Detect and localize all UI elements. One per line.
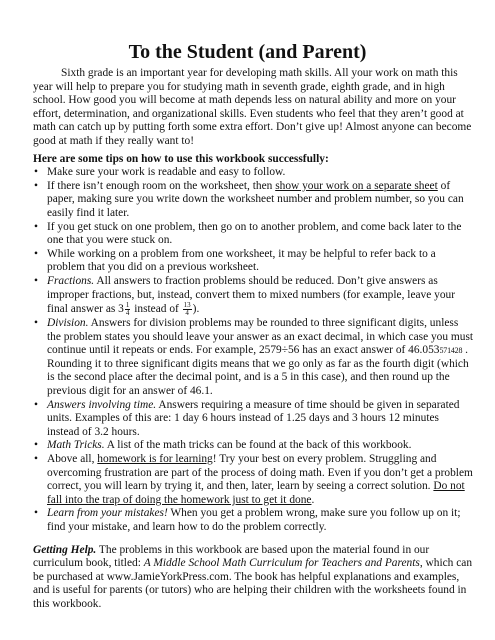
list-item: • Make sure your work is readable and easy to follow. xyxy=(33,166,474,180)
tip-label-fractions: Fractions. xyxy=(47,274,95,287)
list-item: • While working on a problem from one worksheet, it may be helpful to refer back to a problem that you did on a previous worksheet. xyxy=(33,248,474,275)
list-item: • Fractions. All answers to fraction problems should be reduced. Don’t give answers as improper fractions, but, instead, convert them to mixed numbers (for example, leave your final answer as 3 $\frac{1}{4}$ instead of $\frac{13}{4}$ ). xyxy=(33,275,474,317)
tips-heading: Here are some tips on how to use this workbook successfully: xyxy=(33,152,329,165)
getting-help-paragraph: Getting Help. The problems in this workbook are based upon the material found in our curriculum book, titled: A Middle School Math Curriculum for Teachers and Parents, which can be purchased at www.JamieYorkPress.com. The book has helpful explanations and examples, and is useful for parents (or tutors) who are helping their children with the worksheets found in this workbook. xyxy=(33,543,473,610)
intro-paragraph: Sixth grade is an important year for developing math skills. All your work on math this year will help to prepare you for studying math in seventh grade, eighth grade, and in high school. How good you will become at math depends less on natural ability and more on your effort, determination, and organizational skills. Even students who feel that they aren’t good at math can catch up by putting forth some extra effort. Don’t give up! Almost anyone can become good at math if they really want to! xyxy=(33,67,472,147)
underlined-text: show your work on a separate sheet xyxy=(275,179,438,192)
tip-label-division: Division. xyxy=(47,317,89,330)
list-item: • If there isn’t enough room on the worksheet, then show your work on a separate sheet of paper, making sure you write down the worksheet number and problem number, so you can easily find it later. xyxy=(33,180,474,221)
getting-help-label: Getting Help. xyxy=(33,543,97,556)
tip-label-mistakes: Learn from your mistakes! xyxy=(47,507,168,520)
fraction: $\frac{1}{4}$ xyxy=(125,301,130,318)
underlined-text: homework is for learning xyxy=(97,453,213,466)
page-body xyxy=(33,67,474,612)
repeating-digits: 571428 xyxy=(439,346,463,356)
list-item: • Answers involving time. Answers requiring a measure of time should be given in separated units. Examples of this are: 1 day 6 hours instead of 1.25 days and 3 hours 12 minutes instead of 3.2 hours. xyxy=(33,399,474,440)
book-title: A Middle School Math Curriculum for Teachers and Parents xyxy=(143,557,420,570)
underlined-text: Do not fall into the trap of doing the homework just to get it done xyxy=(47,480,465,506)
list-item: • If you get stuck on one problem, then go on to another problem, and come back later to the one that you were stuck on. xyxy=(33,221,474,248)
list-item: • Learn from your mistakes! When you get a problem wrong, make sure you follow up on it; find your mistake, and learn how to do the problem correctly. xyxy=(33,507,474,534)
list-item: • Math Tricks. A list of the math tricks can be found at the back of this workbook. xyxy=(33,439,474,453)
tip-label-math-tricks: Math Tricks. xyxy=(47,439,105,452)
page-title: To the Student (and Parent) xyxy=(128,41,367,63)
list-item: • Above all, homework is for learning! Try your best on every problem. Struggling and overcoming frustration are part of the process of doing math. Even if you don’t get a problem correct, you will learn by trying it, and then, later, learn by seeing a correct solution. Do not fall into the trap of doing the homework just to get it done. xyxy=(33,453,474,507)
list-item: • Division. Answers for division problems may be rounded to three significant digits, unless the problem states you should leave your answer as an exact decimal, in which case you must continue until it repeats or ends. For example, 2579÷56 has an exact answer of 46.053571428 . Rounding it to three significant digits means that we go only as far as the fourth digit (which is the second place after the decimal point, and is a 5 in this case), and then round up the previous digit for an answer of 46.1. xyxy=(33,317,474,399)
tips-list xyxy=(33,166,474,534)
tip-label-time: Answers involving time. xyxy=(47,398,157,411)
fraction: $\frac{13}{4}$ xyxy=(183,301,191,318)
